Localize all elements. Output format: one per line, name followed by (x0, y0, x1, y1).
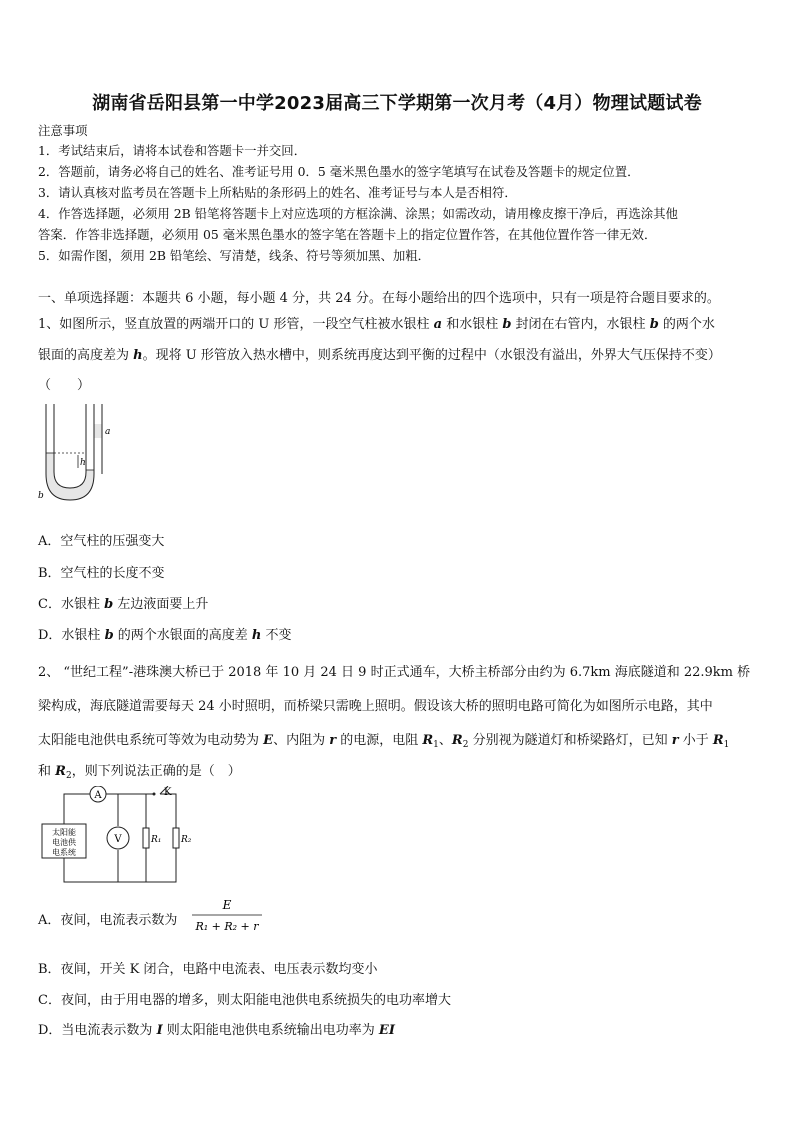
q1-var-b: b (649, 317, 659, 332)
switch-contact (153, 793, 156, 796)
option-text: 不变 (261, 628, 292, 643)
q2-text: 的电源，电阻 (336, 733, 423, 748)
battery-label: 电池供 (52, 838, 76, 847)
r2-label: R₂ (181, 835, 192, 845)
q1-answer-blank: （ ） (38, 378, 91, 393)
option-var: I (156, 1023, 163, 1038)
notice-item-3: 3．请认真核对监考员在答题卡上所粘贴的条形码上的姓名、准考证号与本人是否相符． (38, 185, 517, 200)
option-text: D．当电流表示数为 (38, 1023, 157, 1038)
option-var: b (104, 597, 114, 612)
q2-stem-line3 (38, 729, 729, 750)
section-heading: 一、单项选择题：本题共 6 小题，每小题 4 分，共 24 分。在每小题给出的四个选项中，只有一项是符合题目要求的。 (38, 291, 720, 306)
q2-text: 、内阻为 (273, 733, 330, 748)
q1-option-a: A．空气柱的压强变大 (38, 534, 165, 549)
notice-heading: 注意事项 (38, 123, 88, 138)
notice-item-4: 4．作答选择题，必须用 2B 铅笔将答题卡上对应选项的方框涂满、涂黑；如需改动，请用橡皮擦干净后，再选涂其他 (38, 206, 678, 221)
q1-option-c (38, 593, 208, 612)
q2-stem-line2: 梁构成，海底隧道需要每天 24 小时照明，而桥梁只需晚上照明。假设该大桥的照明电路可简化为如图所示电路，其中 (38, 699, 713, 714)
subscript: 2 (65, 771, 72, 781)
mercury-column-a (94, 424, 102, 438)
notice-item-2: 2．答题前，请务必将自己的姓名、准考证号用 0．5 毫米黑色墨水的签字笔填写在试卷及答题卡的规定位置． (38, 164, 640, 179)
q2-var-r1: R (422, 733, 434, 748)
subscript: 1 (723, 740, 730, 750)
u-tube-figure (38, 398, 118, 510)
label-b: b (38, 491, 44, 501)
notice-item-4-cont: 答案．作答非选择题，必须用 05 毫米黑色墨水的签字笔在答题卡上的指定位置作答，在其他位置作答一律无效． (38, 227, 657, 242)
option-var: h (251, 628, 262, 643)
q1-text: 封闭在右管内，水银柱 (511, 317, 650, 332)
q1-option-b: B．空气柱的长度不变 (38, 566, 165, 581)
fraction-formula (190, 896, 264, 936)
q2-text: 小于 (678, 733, 713, 748)
option-var: EI (378, 1023, 395, 1038)
q2-option-c: C．夜间，由于用电器的增多，则太阳能电池供电系统损失的电功率增大 (38, 993, 451, 1008)
q2-var-r2: R (451, 733, 463, 748)
u-tube-inner (54, 404, 86, 488)
r1-label: R₁ (151, 835, 162, 845)
q2-option-d (38, 1019, 395, 1038)
notice-item-5: 5．如需作图，须用 2B 铅笔绘、写清楚，线条、符号等须加黑、加粗． (38, 248, 431, 263)
option-var: b (104, 628, 114, 643)
q2-text: 、 (438, 733, 452, 748)
page-title: 湖南省岳阳县第一中学2023届高三下学期第一次月考（4月）物理试题试卷 (92, 93, 702, 114)
q1-text: 1、如图所示，竖直放置的两端开口的 U 形管，一段空气柱被水银柱 (38, 317, 434, 332)
battery-label: 电系统 (52, 848, 76, 857)
q1-text: 和水银柱 (442, 317, 503, 332)
fraction-numerator: E (222, 898, 232, 912)
fraction-denominator: R₁ + R₂ + r (195, 920, 259, 933)
q1-option-d (38, 624, 292, 643)
q1-text: 的两个水 (658, 317, 715, 332)
q1-var-b: b (502, 317, 512, 332)
label-h: h (80, 458, 86, 468)
q2-option-a: A．夜间，电流表示数为 (38, 913, 178, 928)
option-text: 的两个水银面的高度差 (113, 628, 252, 643)
q1-stem-line2 (38, 344, 721, 363)
q2-text: 太阳能电池供电系统可等效为电动势为 (38, 733, 264, 748)
q2-var-r: r (329, 733, 337, 748)
q1-stem-line1 (38, 313, 715, 332)
option-text: D．水银柱 (38, 628, 105, 643)
circuit-figure (36, 786, 206, 886)
q1-var-h: h (133, 348, 143, 363)
q1-text: 。现将 U 形管放入热水槽中，则系统再度达到平衡的过程中（水银没有溢出，外界大气压保持不变） (142, 348, 721, 363)
q2-var-e: E (263, 733, 274, 748)
battery-label: 太阳能 (52, 828, 76, 837)
q2-text: 和 (38, 764, 56, 779)
label-a: a (105, 427, 111, 437)
option-text: 左边液面要上升 (113, 597, 209, 612)
q2-var-r2: R (55, 764, 66, 779)
mercury-fill (46, 453, 94, 500)
option-text: 则太阳能电池供电系统输出电功率为 (162, 1023, 379, 1038)
q2-stem-line1: 2、 “世纪工程”-港珠澳大桥已于 2018 年 10 月 24 日 9 时正式通车，大桥主桥部分由约为 6.7km 海底隧道和 22.9km 桥 (38, 665, 751, 680)
resistor-r1 (143, 828, 149, 848)
q1-text: 银面的高度差为 (38, 348, 134, 363)
q1-var-a: a (433, 317, 443, 332)
resistor-r2 (173, 828, 179, 848)
q2-stem-line4 (38, 760, 241, 781)
q2-option-b: B．夜间，开关 K 闭合，电路中电流表、电压表示数均变小 (38, 962, 378, 977)
ammeter-label: A (94, 790, 102, 801)
q2-text: 分别视为隧道灯和桥梁路灯，已知 (468, 733, 672, 748)
q2-var-r1: R (712, 733, 724, 748)
option-text: C．水银柱 (38, 597, 105, 612)
q2-var-r: r (671, 733, 679, 748)
subscript: 2 (462, 740, 469, 750)
q2-text: ，则下列说法正确的是（ ） (71, 764, 241, 779)
notice-item-1: 1．考试结束后，请将本试卷和答题卡一并交回． (38, 143, 307, 158)
switch-label: K (164, 787, 172, 798)
subscript: 1 (433, 740, 439, 750)
voltmeter-label: V (114, 834, 122, 845)
